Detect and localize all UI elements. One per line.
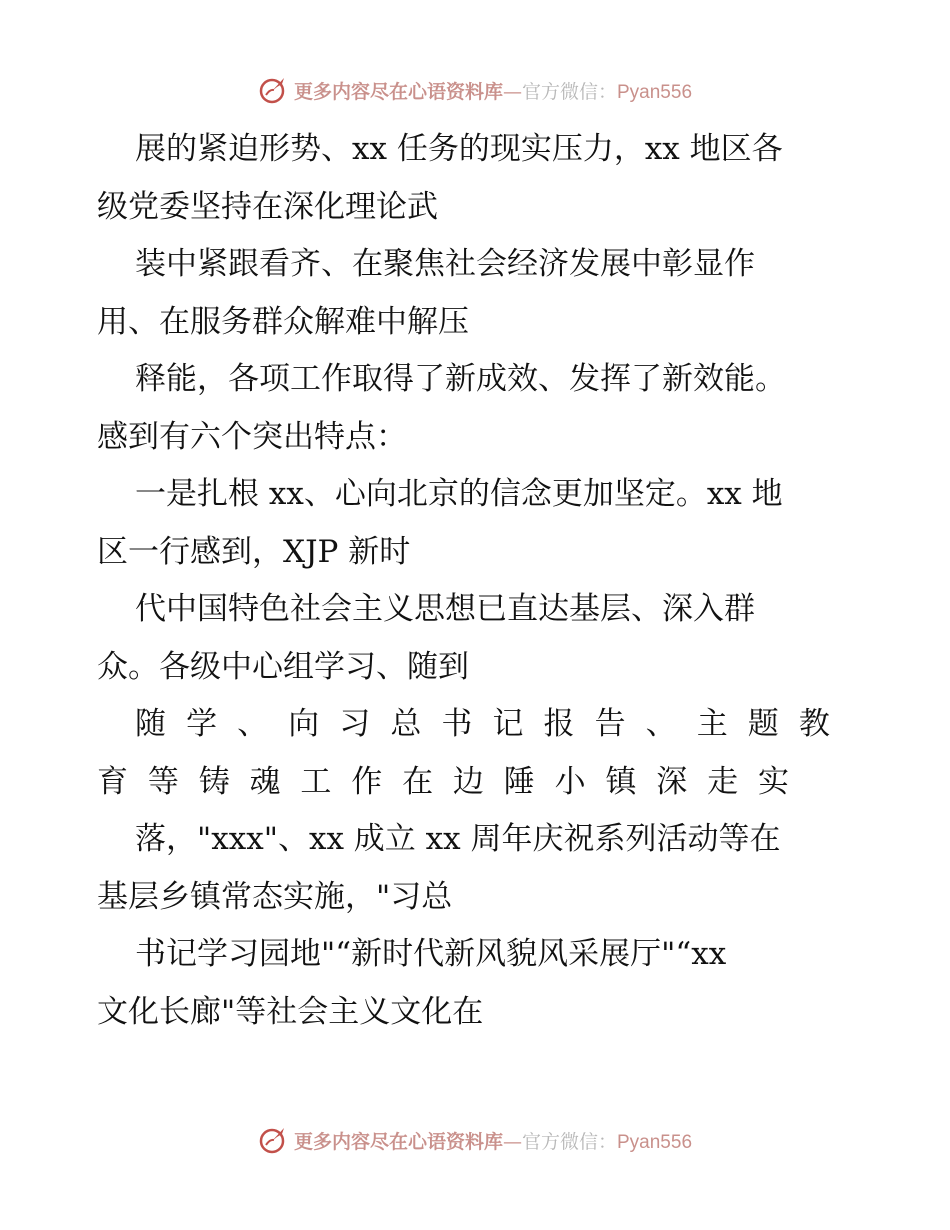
text-char: 小 <box>554 763 586 800</box>
text-char: 在 <box>402 763 434 800</box>
text-line: 落，"xxx"、xx 成立 xx 周年庆祝系列活动等在 <box>135 821 781 857</box>
text-line: 区一行感到，XJP 新时 <box>97 533 411 570</box>
document-body <box>97 121 857 1041</box>
watermark-dash: — <box>502 80 522 103</box>
text-char: 育 <box>97 763 128 800</box>
watermark-id: Pyan556 <box>617 1131 693 1153</box>
text-line: 众。各级中心组学习、随到 <box>97 648 469 685</box>
text-char: 等 <box>147 763 179 800</box>
text-char: 镇 <box>605 763 637 800</box>
text-line: 用、在服务群众解难中解压 <box>97 303 469 340</box>
text-line: 级党委坚持在深化理论武 <box>97 188 438 225</box>
watermark-dash: — <box>502 1130 522 1153</box>
text-char: 、 <box>237 706 269 742</box>
text-char: 书 <box>441 706 473 742</box>
text-char: 魂 <box>249 763 281 800</box>
watermark-official: 官方微信： <box>521 1130 617 1153</box>
text-line: 一是扎根 xx、心向北京的信念更加坚定。xx 地 <box>135 476 783 512</box>
text-char: 陲 <box>503 763 535 800</box>
text-char: 告 <box>594 706 626 742</box>
text-line: 装中紧跟看齐、在聚焦社会经济发展中彰显作 <box>135 246 755 282</box>
watermark-brand: 更多内容尽在心语资料库 <box>293 80 503 103</box>
text-char: 主 <box>696 706 728 742</box>
text-line: 文化长廊"等社会主义文化在 <box>97 993 484 1030</box>
text-char: 记 <box>492 706 524 742</box>
text-line: 释能，各项工作取得了新成效、发挥了新效能。 <box>135 361 786 397</box>
text-line: 感到有六个突出特点： <box>97 418 407 455</box>
text-line: 代中国特色社会主义思想已直达基层、深入群 <box>135 591 755 627</box>
text-line: 书记学习园地"“新时代新风貌风采展厅"“xx <box>135 936 727 972</box>
text-char: 题 <box>747 706 779 742</box>
text-char: 学 <box>186 706 218 742</box>
text-char: 、 <box>645 706 677 742</box>
text-char: 作 <box>351 763 383 800</box>
text-char: 教 <box>798 706 830 742</box>
text-char: 报 <box>543 706 575 742</box>
quill-logo-icon <box>258 75 288 105</box>
text-char: 走 <box>707 763 739 800</box>
text-char: 向 <box>288 706 320 742</box>
text-line: 基层乡镇常态实施，"习总 <box>97 878 453 915</box>
quill-logo-icon <box>258 1125 288 1155</box>
text-line-spread <box>97 754 789 812</box>
watermark-official: 官方微信： <box>521 80 617 103</box>
text-char: 深 <box>656 763 688 800</box>
watermark-id: Pyan556 <box>617 81 693 103</box>
text-char: 随 <box>135 706 166 742</box>
header-watermark <box>0 72 950 108</box>
text-char: 习 <box>339 706 371 742</box>
text-char: 工 <box>300 763 332 800</box>
text-line: 展的紧迫形势、xx 任务的现实压力，xx 地区各 <box>135 131 783 167</box>
text-char: 边 <box>452 763 484 800</box>
text-char: 总 <box>390 706 422 742</box>
text-line-spread <box>135 696 830 754</box>
text-char: 铸 <box>198 763 230 800</box>
watermark-brand: 更多内容尽在心语资料库 <box>293 1130 503 1153</box>
text-char: 实 <box>757 763 789 800</box>
footer-watermark <box>0 1122 950 1158</box>
